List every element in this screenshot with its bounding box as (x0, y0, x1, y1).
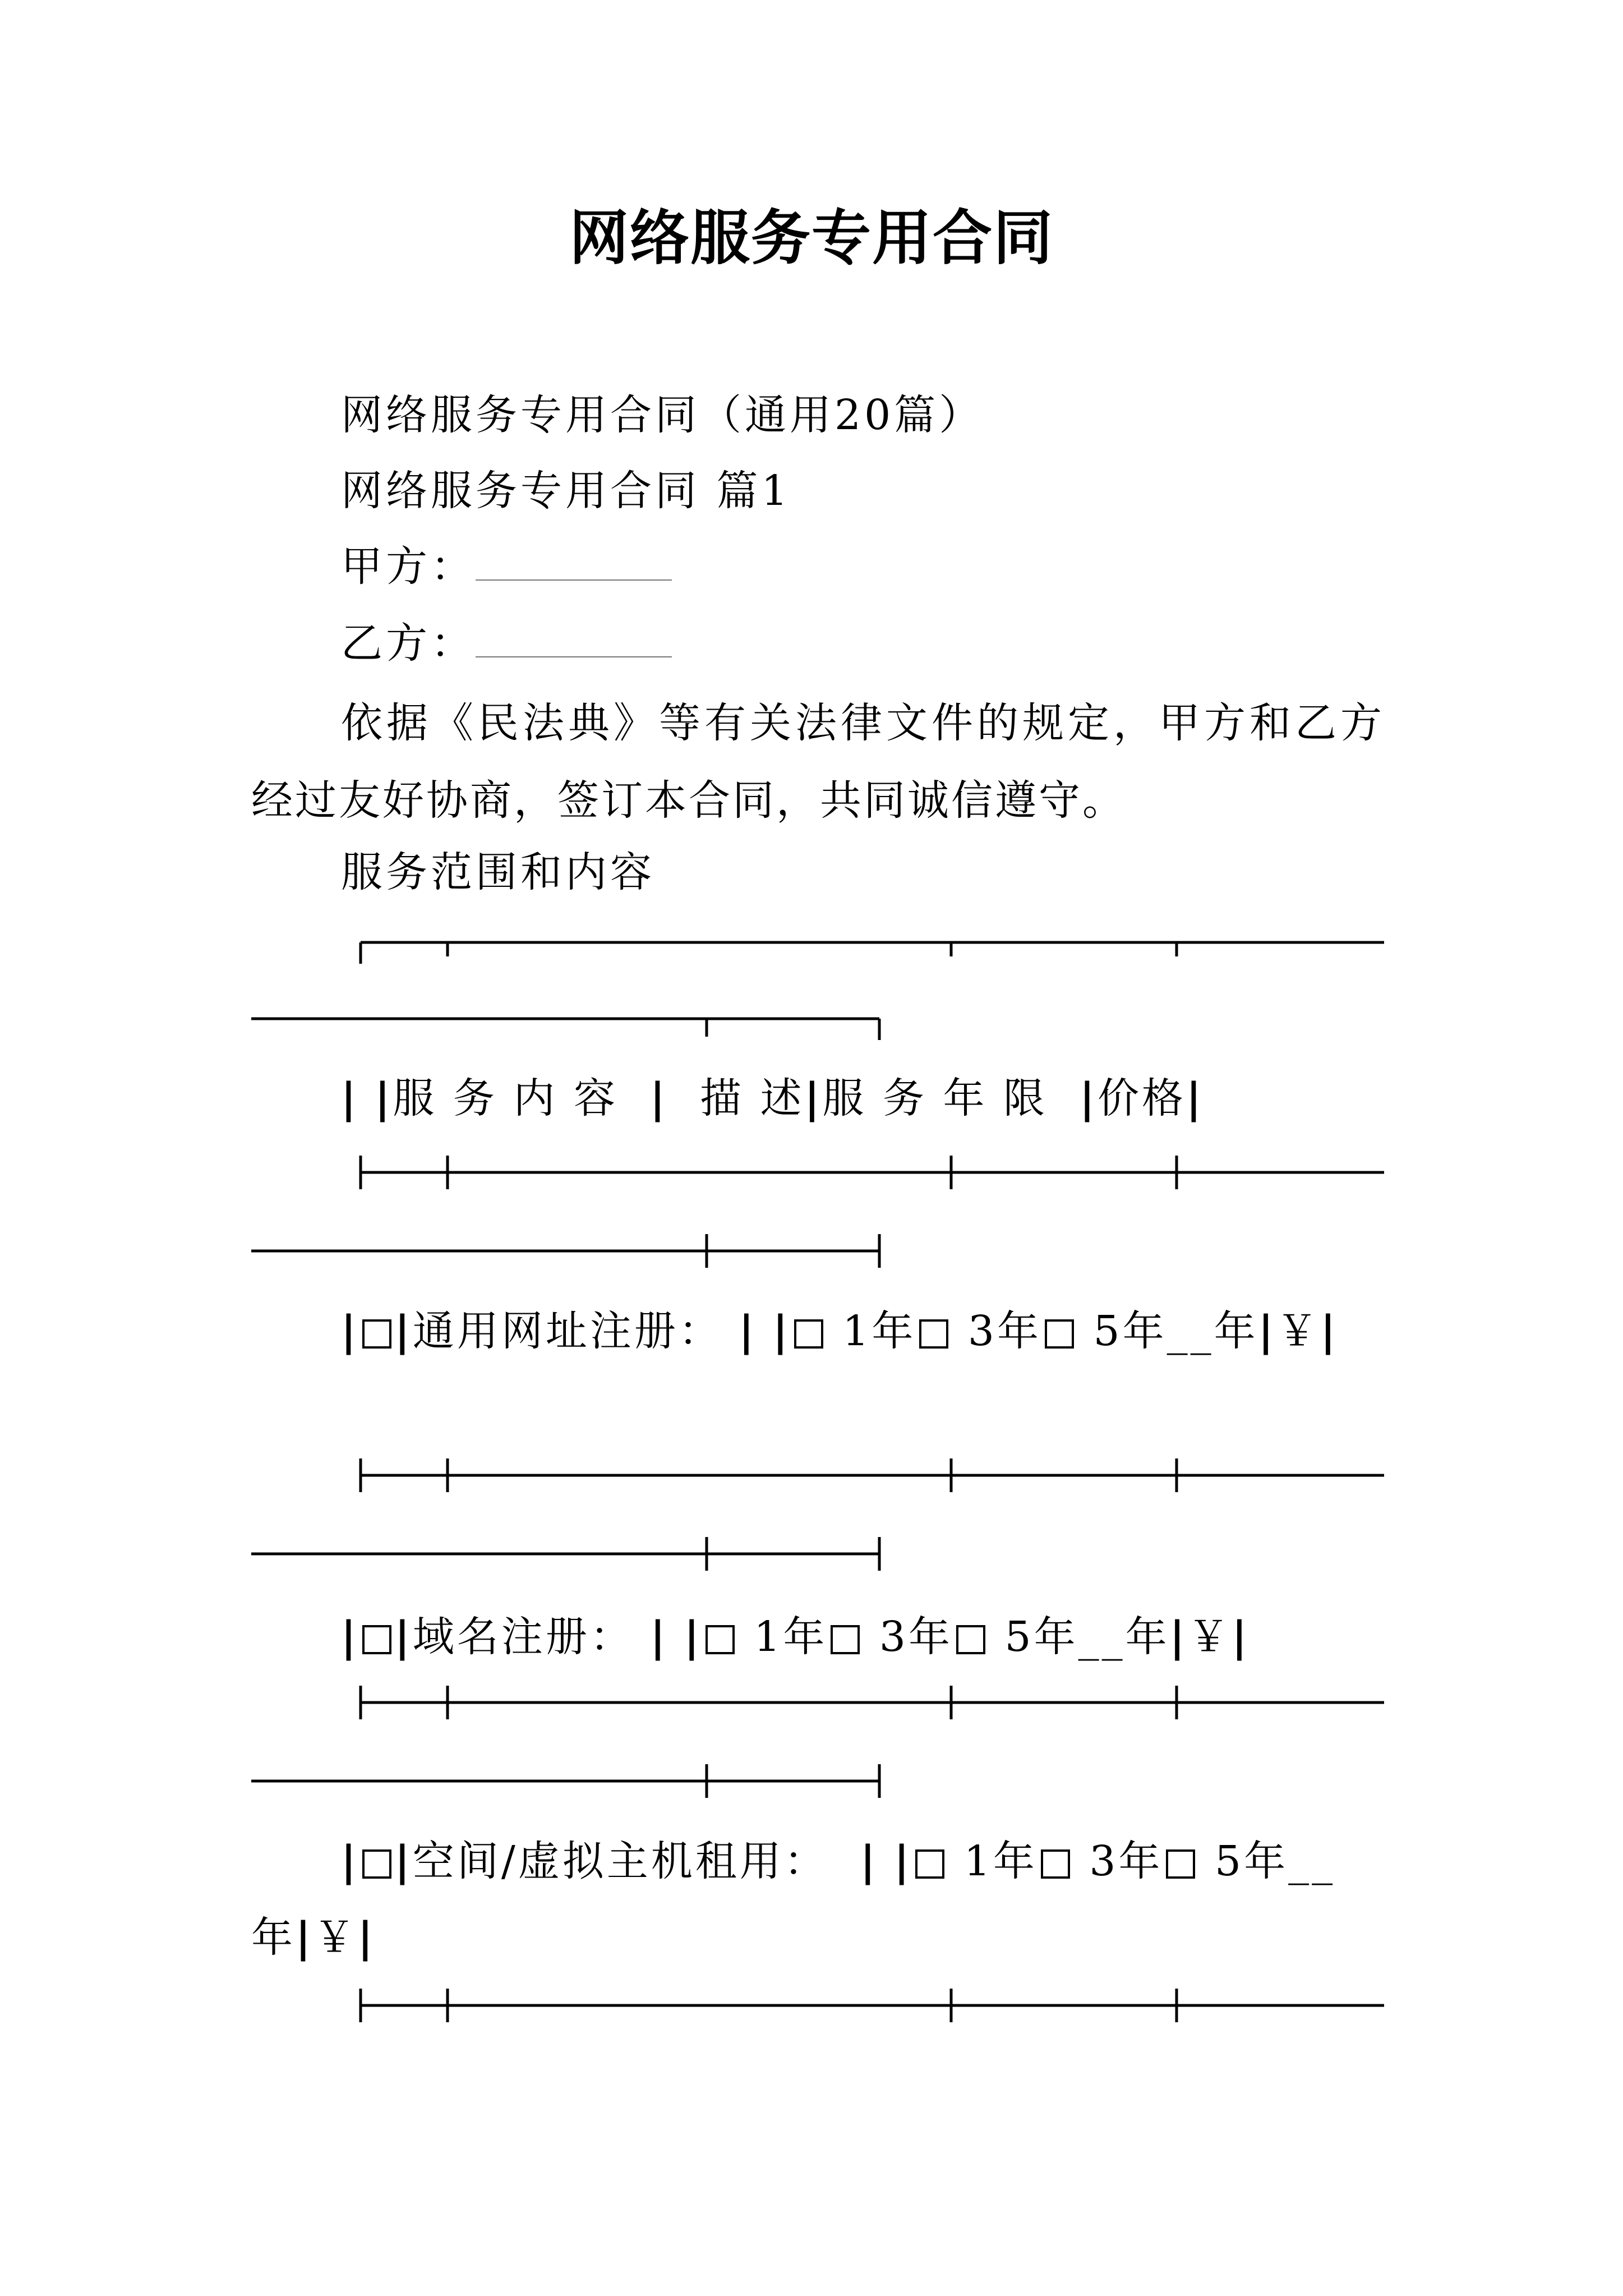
checkbox-icon[interactable] (1041, 1849, 1070, 1879)
header-service-content: 服 务 内 容 (393, 1074, 618, 1122)
document-subtitle: 网络服务专用合同（通用20篇） (341, 391, 984, 439)
table-row: | |通用网址注册： | | 1年 3年 5年__年|￥| (341, 1307, 1339, 1355)
checkbox-icon[interactable] (362, 1849, 391, 1879)
table-divider (251, 1156, 1384, 1279)
checkbox-icon[interactable] (915, 1849, 944, 1879)
section-heading: 网络服务专用合同 篇1 (341, 467, 791, 515)
checkbox-icon[interactable] (362, 1319, 391, 1349)
party-a-blank (476, 551, 672, 581)
party-a-line (251, 533, 672, 600)
table-divider (251, 1458, 1384, 1582)
checkbox-icon[interactable] (831, 1625, 860, 1654)
checkbox-icon[interactable] (1166, 1849, 1195, 1879)
table-row: | |域名注册： | | 1年 3年 5年__年|￥| (341, 1613, 1250, 1661)
row-price: ￥ (1276, 1307, 1321, 1355)
header-description: 描 述 (699, 1074, 805, 1122)
row-item: 空间/虚拟主机租用： (412, 1837, 828, 1885)
checkbox-icon[interactable] (1045, 1319, 1074, 1349)
party-b-blank (476, 628, 672, 657)
row-item: 通用网址注册： (412, 1307, 723, 1355)
row-item: 域名注册： (412, 1613, 634, 1661)
table-header-row: | |服 务 内 容 | 描 述|服 务 年 限 |价格| (341, 1074, 1204, 1122)
table-top-rule (251, 931, 1384, 1055)
checkbox-icon[interactable] (956, 1625, 985, 1654)
scope-heading: 服务范围和内容 (341, 848, 655, 896)
intro-paragraph: 依据《民法典》等有关法律文件的规定，甲方和乙方经过友好协商，签订本合同，共同诚信遵守。 (251, 699, 1384, 825)
party-b-label: 乙方： (341, 619, 476, 668)
document-title: 网络服务专用合同 (569, 203, 1054, 273)
checkbox-icon[interactable] (706, 1625, 735, 1654)
header-price: 价格 (1097, 1074, 1186, 1122)
row-price: ￥ (1187, 1613, 1232, 1661)
party-b-line (251, 610, 672, 677)
checkbox-icon[interactable] (794, 1319, 823, 1349)
row-price: ￥ (313, 1913, 358, 1962)
header-service-years: 服 务 年 限 (822, 1074, 1048, 1122)
party-a-label: 甲方： (341, 542, 476, 591)
table-row: | |空间/虚拟主机租用： | | 1年 3年 5年__年|￥| (251, 1837, 1336, 1962)
table-divider (251, 1989, 1384, 2112)
table-divider (251, 1686, 1384, 1809)
checkbox-icon[interactable] (362, 1625, 391, 1654)
checkbox-icon[interactable] (919, 1319, 948, 1349)
